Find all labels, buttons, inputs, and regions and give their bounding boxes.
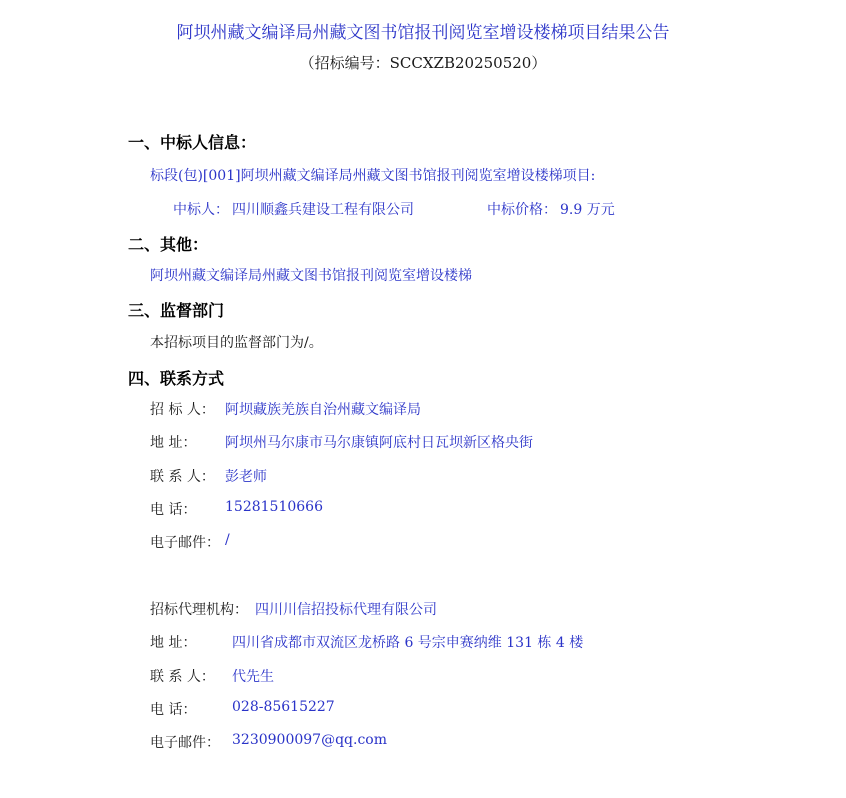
agency-name: 四川川信招投标代理有限公司 <box>255 602 437 618</box>
tenderer-email-label: 电子邮件： <box>150 535 220 551</box>
winner-label: 中标人： <box>173 202 229 218</box>
section-heading-other: 二、其他： <box>128 235 209 254</box>
agency-contact: 代先生 <box>232 669 274 685</box>
agency-phone: 028-85615227 <box>232 699 335 715</box>
page-title: 阿坝州藏文编译局州藏文图书馆报刊阅览室增设楼梯项目结果公告 <box>176 23 670 43</box>
tenderer-contact: 彭老师 <box>225 469 267 485</box>
lot-description: 标段(包)[001]阿坝州藏文编译局州藏文图书馆报刊阅览室增设楼梯项目: <box>150 168 596 184</box>
section-heading-contact: 四、联系方式 <box>128 369 225 388</box>
agency-phone-label: 电 话： <box>150 702 197 718</box>
winner-name: 四川顺鑫兵建设工程有限公司 <box>232 202 414 218</box>
agency-address: 四川省成都市双流区龙桥路 6 号宗申赛纳维 131 栋 4 楼 <box>232 635 584 651</box>
agency-address-label: 地 址： <box>150 635 197 651</box>
tenderer-phone: 15281510666 <box>225 499 323 515</box>
agency-contact-label: 联 系 人： <box>150 669 215 685</box>
tenderer-contact-label: 联 系 人： <box>150 469 215 485</box>
winning-price: 9.9 万元 <box>560 202 615 218</box>
section-heading-supervision: 三、监督部门 <box>128 301 225 320</box>
tenderer-name-label: 招 标 人： <box>150 402 215 418</box>
agency-email-label: 电子邮件： <box>150 735 220 751</box>
tenderer-address-label: 地 址： <box>150 435 197 451</box>
supervision-text: 本招标项目的监督部门为/。 <box>150 335 323 351</box>
agency-email: 3230900097@qq.com <box>232 732 387 748</box>
tenderer-name: 阿坝藏族羌族自治州藏文编译局 <box>225 402 421 418</box>
tenderer-email: / <box>225 532 230 548</box>
other-text: 阿坝州藏文编译局州藏文图书馆报刊阅览室增设楼梯 <box>150 268 472 284</box>
price-label: 中标价格： <box>487 202 557 218</box>
tender-number: （招标编号：SCCXZB20250520） <box>299 54 547 72</box>
agency-name-label: 招标代理机构： <box>150 602 248 618</box>
tenderer-address: 阿坝州马尔康市马尔康镇阿底村日瓦坝新区格央街 <box>225 435 533 451</box>
tenderer-phone-label: 电 话： <box>150 502 197 518</box>
section-heading-winner: 一、中标人信息： <box>128 133 257 152</box>
